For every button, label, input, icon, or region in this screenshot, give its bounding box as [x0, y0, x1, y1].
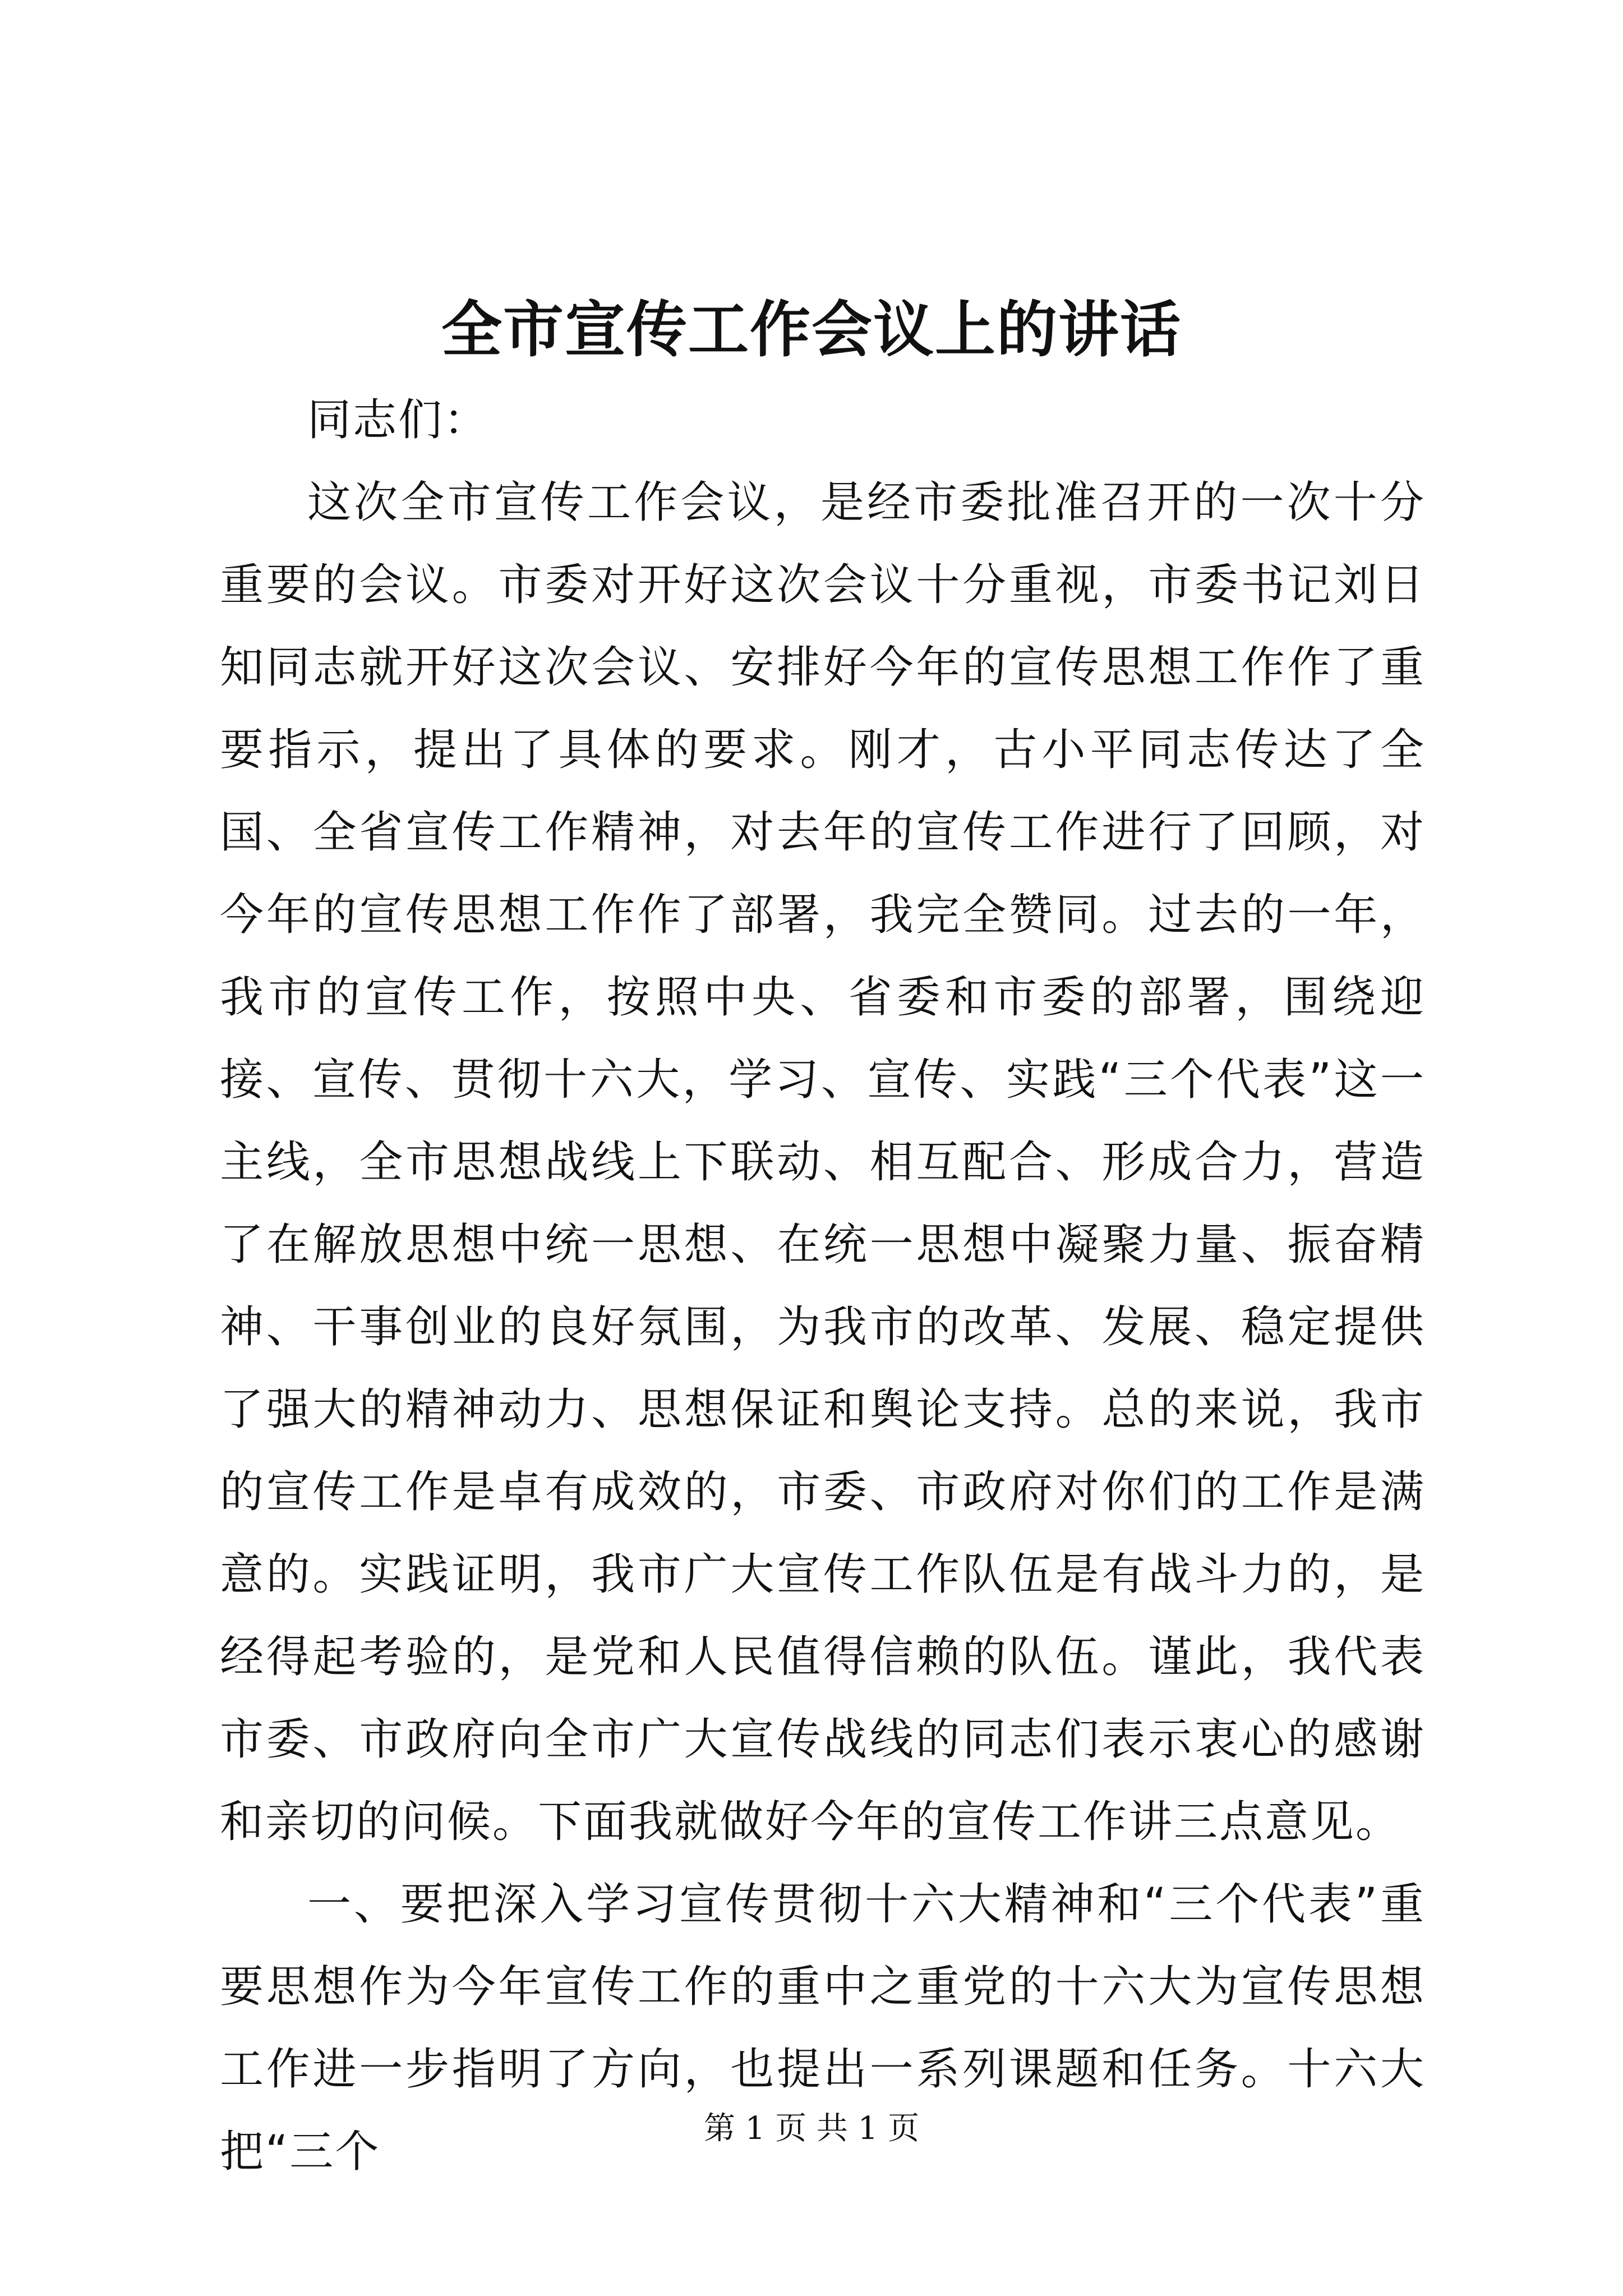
body-paragraph: 一、要把深入学习宣传贯彻十六大精神和“三个代表”重要思想作为今年宣传工作的重中之重党的十六大为宣传思想工作进一步指明了方向，也提出一系列课题和任务。十六大把“三个 — [220, 1879, 1426, 2177]
document-title: 全市宣传工作会议上的讲话 — [441, 295, 1182, 365]
page-footer: 第 1 页 共 1 页 — [703, 2110, 920, 2147]
document-body — [220, 379, 1426, 2193]
salutation-paragraph: 同志们： — [307, 395, 490, 445]
body-paragraph: 这次全市宣传工作会议，是经市委批准召开的一次十分重要的会议。市委对开好这次会议十分重视，市委书记刘日知同志就开好这次会议、安排好今年的宣传思想工作作了重要指示，提出了具体的要求。刚才，古小平同志传达了全国、全省宣传工作精神，对去年的宣传工作进行了回顾，对今年的宣传思想工作作了部署，我完全赞同。过去的一年，我市的宣传工作，按照中央、省委和市委的部署，围绕迎接、宣传、贯彻十六大，学习、宣传、实践“三个代表”这一主线，全市思想战线上下联动、相互配合、形成合力，营造了在解放思想中统一思想、在统一思想中凝聚力量、振奋精神、干事创业的良好氛围，为我市的改革、发展、稳定提供了强大的精神动力、思想保证和舆论支持。总的来说，我市的宣传工作是卓有成效的，市委、市政府对你们的工作是满意的。实践证明，我市广大宣传工作队伍是有战斗力的，是经得起考验的，是党和人民值得信赖的队伍。谨此，我代表市委、市政府向全市广大宣传战线的同志们表示衷心的感谢和亲切的问候。下面我就做好今年的宣传工作讲三点意见。 — [220, 477, 1426, 1847]
